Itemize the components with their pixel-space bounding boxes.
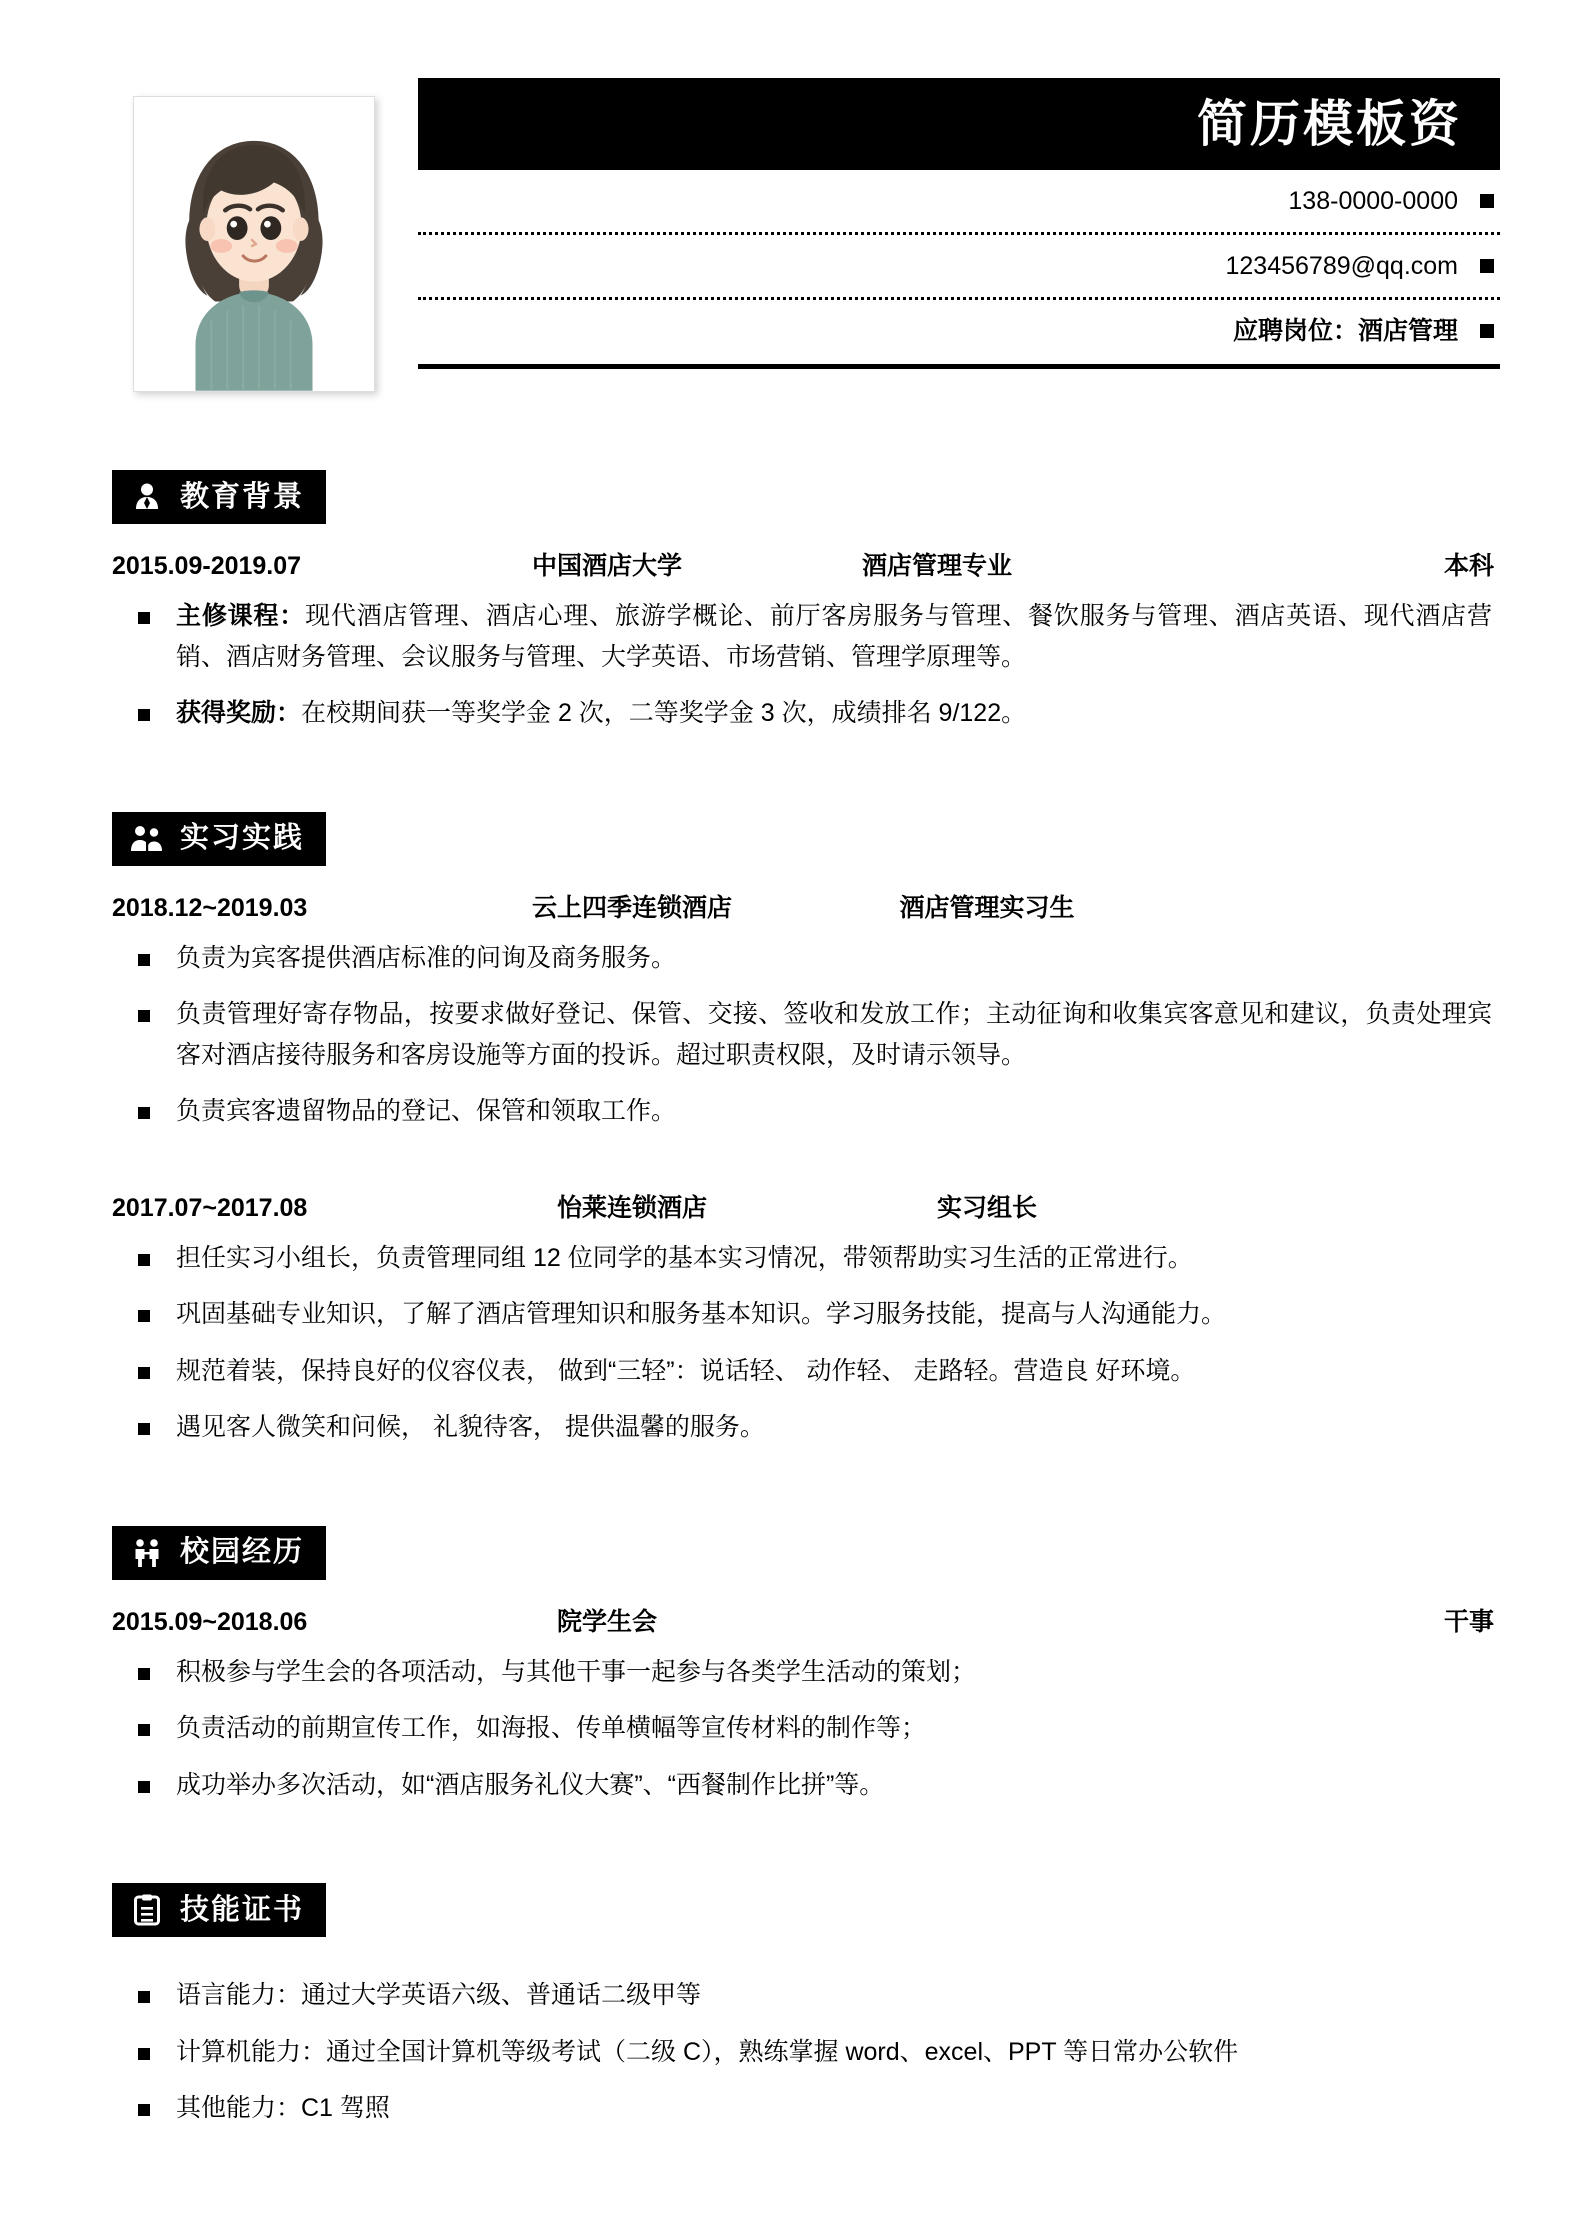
section-education	[112, 470, 1500, 734]
section-header-campus	[112, 1526, 326, 1580]
bullet-text	[176, 693, 1500, 734]
bullet-text: 语言能力：通过大学英语六级、普通话二级甲等	[176, 1981, 702, 2009]
bullet-text: 负责管理好寄存物品，按要求做好登记、保管、交接、签收和发放工作；主动征询和收集宾客意见和建议，负责处理宾客对酒店接待服务和客房设施等方面的投诉。超过职责权限，及时请示领导。	[176, 1000, 1492, 1069]
contact-phone[interactable]	[418, 170, 1500, 232]
campus-date: 2015.09~2018.06	[112, 1607, 308, 1636]
list-item	[112, 2088, 1500, 2129]
contact-position	[418, 300, 1500, 362]
section-campus	[112, 1526, 1500, 1806]
education-school: 中国酒店大学	[531, 552, 682, 580]
square-bullet-icon	[138, 1310, 150, 1322]
education-entry	[112, 546, 1500, 582]
skills-bullets	[112, 1975, 1500, 2129]
list-item	[112, 1351, 1500, 1392]
bullet-text: 负责为宾客提供酒店标准的问询及商务服务。	[176, 943, 677, 972]
list-item	[112, 596, 1500, 677]
list-item	[112, 1407, 1500, 1448]
square-bullet-icon	[138, 2104, 150, 2116]
section-internship	[112, 812, 1500, 1448]
square-bullet-icon	[138, 1367, 150, 1379]
square-bullet-icon	[138, 612, 150, 624]
square-bullet-icon	[138, 1010, 150, 1022]
divider-solid	[418, 364, 1500, 369]
bullet-text: 积极参与学生会的各项活动，与其他干事一起参与各类学生活动的策划；	[176, 1657, 977, 1686]
square-bullet-icon	[138, 1724, 150, 1736]
section-header-education	[112, 470, 326, 524]
bullet-body: 在校期间获一等奖学金 2 次，二等奖学金 3 次，成绩排名 9/122。	[301, 699, 1027, 727]
list-item	[112, 2032, 1500, 2073]
list-item	[112, 938, 1500, 979]
contact-email[interactable]	[418, 235, 1500, 297]
bullet-body: 现代酒店管理、酒店心理、旅游学概论、前厅客房服务与管理、餐饮服务与管理、酒店英语、现代酒店营销、酒店财务管理、会议服务与管理、大学英语、市场营销、管理学原理等。	[176, 602, 1492, 671]
internship-role: 实习组长	[936, 1193, 1037, 1222]
section-title-skills: 技能证书	[180, 1893, 305, 1926]
resume-header	[0, 0, 1580, 392]
education-degree: 本科	[1443, 552, 1494, 580]
bullet-text: 成功举办多次活动，如“酒店服务礼仪大赛”、“西餐制作比拼”等。	[176, 1770, 885, 1799]
section-title-campus: 校园经历	[180, 1536, 305, 1568]
list-item	[112, 1294, 1500, 1335]
contact-phone-value: 138-0000-0000	[1288, 186, 1458, 215]
section-skills	[112, 1883, 1500, 2129]
list-item	[112, 1238, 1500, 1279]
campus-org: 院学生会	[556, 1607, 657, 1636]
bullet-text: 其他能力：C1 驾照	[176, 2094, 390, 2122]
two-people-icon	[130, 822, 164, 856]
square-bullet-icon	[138, 1781, 150, 1793]
person-avatar-illustration	[134, 97, 374, 391]
square-bullet-icon	[138, 709, 150, 721]
section-title-internship: 实习实践	[180, 822, 305, 854]
resume-body	[0, 392, 1580, 2129]
square-bullet-icon	[138, 1107, 150, 1119]
internship-date: 2017.07~2017.08	[112, 1193, 308, 1222]
square-bullet-icon	[138, 1423, 150, 1435]
square-bullet-icon	[1480, 324, 1494, 338]
list-item	[112, 1708, 1500, 1749]
avatar	[133, 96, 375, 392]
list-item	[112, 994, 1500, 1075]
clipboard-icon	[130, 1893, 164, 1927]
name-bar	[418, 78, 1500, 170]
list-item	[112, 1091, 1500, 1132]
internship-entry-2	[112, 1188, 1500, 1224]
bullet-text: 巩固基础专业知识，了解了酒店管理知识和服务基本知识。学习服务技能，提高与人沟通能力。	[176, 1300, 1227, 1328]
section-header-internship	[112, 812, 326, 866]
internship-bullets-1	[112, 938, 1500, 1132]
bullet-label: 主修课程：	[176, 602, 306, 630]
two-standing-people-icon	[130, 1536, 164, 1570]
bullet-text: 负责活动的前期宣传工作，如海报、传单横幅等宣传材料的制作等；	[176, 1714, 927, 1742]
internship-entry-1	[112, 888, 1500, 924]
square-bullet-icon	[138, 954, 150, 966]
single-person-icon	[130, 480, 164, 514]
contact-position-value: 应聘岗位：酒店管理	[1232, 316, 1458, 345]
internship-company: 怡莱连锁酒店	[556, 1193, 707, 1222]
list-item	[112, 693, 1500, 734]
education-bullets	[112, 596, 1500, 734]
list-item	[112, 1652, 1500, 1693]
page-title: 简历模板资	[1197, 96, 1462, 152]
square-bullet-icon	[138, 1254, 150, 1266]
square-bullet-icon	[138, 2048, 150, 2060]
bullet-text: 遇见客人微笑和问候， 礼貌待客， 提供温馨的服务。	[176, 1413, 765, 1441]
square-bullet-icon	[138, 1668, 150, 1680]
list-item	[112, 1765, 1500, 1806]
bullet-label: 获得奖励：	[176, 699, 302, 727]
internship-role: 酒店管理实习生	[899, 893, 1075, 922]
education-date: 2015.09-2019.07	[112, 552, 302, 580]
contact-email-value: 123456789@qq.com	[1225, 251, 1458, 280]
bullet-text: 担任实习小组长，负责管理同组 12 位同学的基本实习情况，带领帮助实习生活的正常进行。	[176, 1243, 1193, 1272]
bullet-text: 负责宾客遗留物品的登记、保管和领取工作。	[176, 1097, 677, 1125]
avatar-container	[128, 78, 380, 392]
education-major: 酒店管理专业	[861, 552, 1012, 580]
square-bullet-icon	[1480, 194, 1494, 208]
square-bullet-icon	[138, 1991, 150, 2003]
bullet-text: 规范着装，保持良好的仪容仪表， 做到“三轻”：说话轻、 动作轻、 走路轻。营造良 好环境。	[176, 1356, 1196, 1385]
campus-bullets	[112, 1652, 1500, 1806]
section-header-skills	[112, 1883, 326, 1937]
bullet-text: 计算机能力：通过全国计算机等级考试（二级 C），熟练掌握 word、excel、PPT 等日常办公软件	[176, 2037, 1239, 2066]
list-item	[112, 1975, 1500, 2016]
campus-entry	[112, 1602, 1500, 1638]
section-title-education: 教育背景	[180, 480, 305, 513]
header-info	[418, 78, 1500, 369]
internship-company: 云上四季连锁酒店	[531, 893, 732, 922]
internship-bullets-2	[112, 1238, 1500, 1448]
campus-position: 干事	[1443, 1607, 1494, 1636]
bullet-text	[176, 596, 1500, 677]
square-bullet-icon	[1480, 259, 1494, 273]
internship-date: 2018.12~2019.03	[112, 893, 308, 922]
